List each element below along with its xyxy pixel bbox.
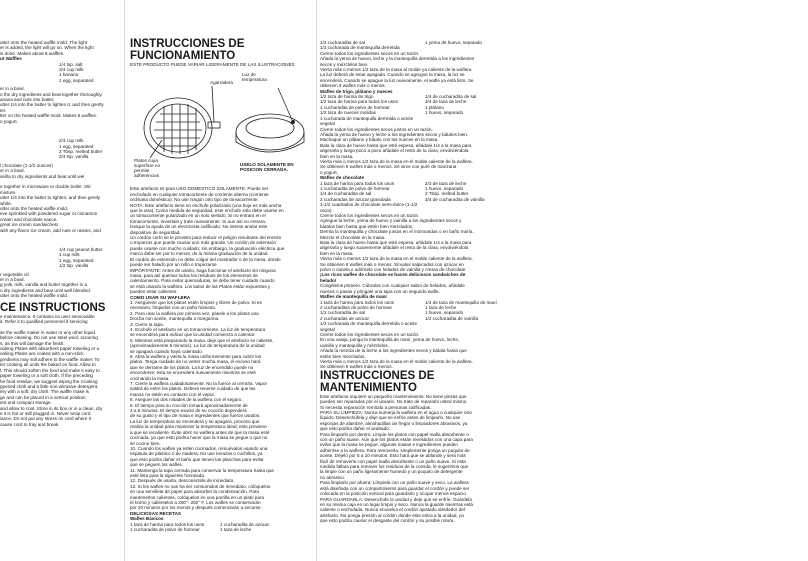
text-line: 2. Para usar la waflera por primera vez, pásele a los platos una [130, 310, 259, 316]
text-block [130, 186, 310, 202]
text-line: iance. Do not put any stress on cord where it [0, 416, 91, 422]
text-line: puede ser halado por un niño o tropezarse. [130, 262, 218, 268]
text-line: puede usarse con mucho cuidado; sin embargo, la graduación eléctrica que [130, 245, 285, 251]
text-block [320, 272, 530, 283]
text-line: e together in microwave or double boiler. Stir [0, 184, 91, 190]
text-line: o yogurt. [320, 169, 338, 175]
text-line: esponjas de alambre, almohadillas de fregar o limpiadores abrasivos, ya [320, 420, 468, 426]
ingredient-row [0, 154, 118, 159]
text-line: dispositivo de seguridad. [130, 229, 181, 235]
text-line: (aproximadamente 5 minutos). La luz de temperatura de la unidad [130, 343, 265, 349]
ingredient-row [0, 78, 118, 83]
text-line: 11. Mantenga la tapa cerrada para conservar la temperatura hasta que [130, 467, 274, 473]
text-line: con un paño suave. Aún que los platos están revestidos con una capa para [320, 437, 473, 443]
text-line: s, as this will damage the finish. [0, 340, 65, 346]
text-line: 12. Después de usarla, desconéctela de inmediato. [130, 478, 235, 484]
text-line: polvo o canela o adórnelo con helados de vainilla y crema de chocolate. [320, 267, 467, 273]
text-line: Se obtienen 6 wafles más o menos. [320, 364, 393, 370]
text-line: and allow to cool. Store in its box or in a clean, dry [0, 405, 103, 411]
text-block [320, 127, 530, 176]
ingredient-row [320, 321, 530, 332]
ingredient: 1/4 de taza de mantequilla de maní [425, 299, 497, 305]
text-line: Añada la mezcla de la leche a los ingredientes secos y bátala hasta que [320, 348, 467, 354]
text-line: secos y mézclelos bien. [320, 61, 369, 67]
ingredient: 1/2 cucharada de mantequilla derretida [320, 45, 400, 51]
nonstick-plates-label: Platos cuya superficie no permite adherencias [134, 158, 161, 179]
text-line: La luz deberá de estar apagada. Cuando se agregue la masa, la luz se [320, 72, 465, 78]
text-line: before cleaning. Do not use steel wool, scouring [0, 335, 98, 341]
text-line: utter 1/4 into the batter to lighten it, and then gently [0, 102, 104, 108]
ingredient: 1 taza de harina para todos los usos [320, 180, 395, 186]
ingredient: 1 cup milk [59, 252, 80, 258]
text-line: Añada la yema de huevo y leche a los ingredientes secos y bátalos bien. [320, 131, 469, 137]
ingredient: 1-1/2 cuadrados de chocolate semi-dulce (1-1/2 onza) [320, 202, 418, 213]
text-line: Vierta más o menos 1/2 taza de la masa en el molde caliente de la waflera. [320, 158, 473, 164]
ingredient: 1 plátano [425, 104, 444, 110]
operating-subtitle: ESTE PRODUCTO PUEDE VARIAR LIGERAMENTE DE LAS ILUSTRACIONES [130, 62, 295, 67]
ingredient: 1 taza de leche [425, 304, 457, 310]
text-line: he food residue, we suggest wiping the Cooking [0, 378, 98, 384]
text-line: IMPORTANTE: Antes de usarlo, haga funcionar el artefacto sin ninguna [130, 267, 276, 273]
text-block [0, 86, 118, 124]
text-line: se the waffle maker in water or any other liquid. [0, 329, 97, 335]
ingredient: 1/2 taza de harina para todos los usos [320, 99, 398, 105]
text-line: 8. Asegure las dos mitades de la waflera con el seguro. [130, 397, 243, 403]
text-line: anana and nuts into batter. [0, 97, 55, 103]
text-line: marca debe ser por lo menos, de la misma graduación de la unidad. [130, 251, 269, 257]
text-line: white. [0, 200, 13, 206]
text-line: Se obtienen 6 wafles más o menos. Sírvalos salpicados con azúcar en [320, 261, 464, 267]
text-line: ent and compact storage. [0, 400, 52, 406]
text-line: en una servilleta de papel para absorber la condensación. Para [130, 489, 259, 495]
text-line: helado! [320, 277, 337, 283]
text-line: er in a bowl. [0, 86, 25, 92]
text-line: ordinaria doméstica). No use ningún otro tipo de tomacorriente. [130, 197, 259, 203]
text-line: er is added, the light will go on. When the light [0, 45, 94, 51]
ingredient: 2 Tbsp. melted butter [425, 191, 469, 197]
ingredient [425, 116, 530, 127]
text-line: Bata la clara de huevo hasta que esté espesa, añádale 1/4 a la masa para [320, 240, 472, 246]
text-line: l. This should soften the food and make it easy to [0, 367, 100, 373]
text-line: medida fallara para remover los residuos de la comida, le sugerimos que [320, 464, 469, 470]
text-line: esté lista para la siguiente horneada. [130, 472, 206, 478]
text-line: ooking Plates are coated with a non-stick [0, 351, 84, 357]
basic-waffles-heading: Wafles Básicos [130, 516, 164, 522]
text-line: with any flavor ice cream, add nuts or raisins, and [0, 227, 101, 233]
ingredient: 1 banana [59, 72, 79, 78]
text-line: Cierne todos los ingredientes secos en un tazón. [320, 50, 420, 56]
text-line: de su gusto y el tipo de masa e ingredientes que fueron usados. [130, 413, 261, 419]
text-line: cocinada, ya que esto podría hacer que la masa se pegue o que no [130, 435, 268, 441]
text-line: necesario, límpielos con un paño húmedo. [130, 305, 217, 311]
text-line: Este artefacto es para USO DOMESTICO SOLAMENTE. Puede ser [130, 186, 269, 192]
temperature-light-label: Luz de temperatura [242, 72, 267, 83]
ingredient: 1 egg, separated [59, 143, 94, 149]
text-line: un tomacorriente polarizado en un solo sentido. Si no entrara en el [130, 213, 266, 219]
ingredient: 1 egg, separated [59, 77, 94, 83]
text-line: brocha con aceite, mantequilla o margarina. [130, 316, 220, 322]
ingredient-row [0, 263, 118, 268]
ingredient [0, 263, 59, 268]
text-line: espátula de plástico o de madera. No use tenazas o cuchillos, ya [130, 451, 263, 457]
text-line: masa, para así quemar todos los residuos de los elementos de [130, 272, 258, 278]
text-line: e it is hot or still plugged in. Never wrap cord [0, 410, 91, 416]
text-line: se cocine bien. [130, 440, 161, 446]
text-line: r vegetable oil [0, 271, 29, 277]
text-line: que se derrame de los platos. La luz de encendido puede no [130, 364, 254, 370]
text-line: se está usando la waflera. Los lados de las Platos están expuestos y [130, 283, 271, 289]
text-line: a que se recaliente. Evite abrir su waflera antes de que la masa esté [130, 429, 270, 435]
ingredient: 3/4 tsp. vanilla [59, 154, 89, 160]
text-line: great ice cream sandwiches! [0, 222, 59, 228]
text-line: enchufado en cualquier tomacorriente de corriente alterna (corriente [130, 191, 269, 197]
ingredient [425, 321, 530, 332]
text-line: obtienen 6 wafles más o menos. [320, 83, 386, 89]
text-line: aligerarla y luego suavemente añádale el resto de la clara, envolviéndola [320, 245, 469, 251]
text-line: bien en la masa. [320, 250, 354, 256]
ingredient: 1 yema de huevo, separado [425, 40, 482, 45]
text-block [0, 272, 118, 299]
page-fold-right [316, 0, 317, 561]
text-line: paper toweling or a soft cloth. If the preceding [0, 373, 93, 379]
text-line: ter. [0, 107, 7, 113]
text-line: Para limpiarlo por dentro: Limpie los platos con papel toalla absorbente o [320, 431, 469, 437]
text-line: l chocolate (1-1/2 ounces) [0, 162, 53, 168]
text-line: ppened cloth and a little non-abrasive detergent. [0, 383, 99, 389]
text-line: que esto podría dañar el acabado. [320, 426, 390, 432]
wheat-banana-heading: Wafles de trigo, plátano y nueces [320, 88, 393, 94]
ingredient: 1 huevo, separado [425, 185, 464, 191]
text-line: que esto podría dañar el baño que tienen las planchas para evitar [130, 456, 264, 462]
text-line: la limpie con un paño ligeramente humedo y un poquito de detergente [320, 469, 463, 475]
recipes-heading: DELICIOSAS RECETAS [130, 510, 181, 516]
ingredient-list [320, 181, 530, 213]
ingredient-row [130, 527, 310, 532]
text-line: Cierne todos los ingredientes secos en un tazón. [320, 331, 420, 337]
care-title: CE INSTRUCTIONS [0, 301, 106, 314]
text-line: utter onto the heated waffle mold. The light [0, 40, 87, 45]
text-block [0, 40, 118, 56]
waffle-maker-illustration [130, 70, 310, 180]
text-line: g yolk, milk, vanilla and butter together in a [0, 282, 88, 288]
ingredient: 1/4 cup peanut butter [59, 246, 103, 252]
text-line: e maintenance. It contains no user serviceable [0, 313, 95, 319]
ingredient: 1 cucharadita de polvo de hornear [130, 527, 200, 532]
text-line: Vierta más o menos 1/2 taza de la masa en el molde caliente de la waflera. [320, 256, 473, 262]
operating-title: INSTRUCCIONES DE FUNCIONAMIENTO [130, 38, 245, 62]
text-line: líquido. Desenchúfela y deje que se enfríe antes de limpiarlo. No use [320, 415, 461, 421]
text-line: Machaque un plátano y bátalo con las nueces en la masa. [320, 137, 439, 143]
ingredient: 1/2 cucharadita de sal [320, 310, 365, 316]
peanut-butter-heading: Wafles de mantequilla de maní [320, 294, 387, 300]
text-line: utter 1/4 into the batter to lighten, and then gently [0, 195, 101, 201]
text-line: El cordón de extensión no debe colgar del mostrador o de la mesa, donde [130, 256, 281, 262]
text-line: colocada en la posición vertical para guardarlo y ocupar menos espacio. [320, 491, 468, 497]
text-line: 6. Abra la waflera y vierta la masa uniformemente para cubrir los [130, 354, 262, 359]
text-line: 3. Cierre la tapa. [130, 321, 164, 327]
ingredient: 1 taza de leche [220, 527, 252, 532]
ingredient: 2 cucharadas de azúcar [320, 315, 370, 321]
text-line: adherirse a la waflera. Para removerla, simplemente ponga un poquito de [320, 447, 470, 453]
ingredient: 1 egg, separated [59, 257, 94, 263]
ingredient: 3/4 de cucharadita de vainilla [425, 196, 485, 202]
ingredient: 1/4 tsp. salt [59, 61, 83, 67]
text-line: encenderá. Cuando se apague la luz nuevamente, el wafle ya está listo. Se [320, 77, 474, 83]
ingredient: 1 cucharadita de polvo de hornear [320, 185, 390, 191]
closed-position-note: USELO SOLAMENTE EN POSICION CERRADA. [240, 162, 294, 173]
ingredient-list [320, 94, 530, 126]
text-line: platos. Tenga cuidado de no verter mucha masa, el exceso hará [130, 359, 261, 365]
text-line: Bata la clara de huevo hasta que esté espesa, añádale 1/4 a la masa para [320, 142, 472, 148]
text-line: caliente o enchufada. Nunca envuelva el cordón ajustado alrededor del [320, 507, 465, 513]
ingredient: 2/3 cup milk [59, 138, 84, 144]
text-line: Este artefacto requiere un pequeño mantenimiento. No tiene piezas que [320, 393, 467, 399]
text-line: ge and can be placed in a vertical position [0, 394, 86, 400]
ingredient-list [320, 300, 530, 332]
ingredient: 1/4 de cucharadita de sal [320, 191, 372, 197]
text-line: Se obtienen 6 wafles más o menos. Se sirve con puré de manzana [320, 164, 457, 170]
text-line: realiza la unidad para mantener la temperatura ideal; esto previene [130, 424, 267, 430]
text-line: 3 a 5 minutos. El tiempo exacto de su cocción dependerá [130, 408, 247, 414]
text-line: tter on the heated waffle mold. Makes 6 waffles. [0, 113, 98, 119]
text-line: manos no estén en contacto con el vapor. [130, 391, 216, 397]
text-line: estén bien mezclados. [320, 353, 366, 359]
text-line: 4. Enchufe el artefacto en un tomacorriente. La luz de temperatura [130, 326, 266, 332]
text-line: PARA GUARDARLA: Desenchufe la unidad y deje que se enfríe. Guárdela [320, 496, 472, 502]
text-block [320, 213, 530, 272]
text-line: mixture. [0, 189, 17, 195]
text-line: Cierne todos los ingredientes secos en un tazón. [320, 213, 420, 218]
text-line: artefacto. No ponga presión al cordón donde este entra a la unidad, ya [320, 512, 464, 518]
spanish-recipes-column [320, 0, 530, 561]
text-line: eve sprinkled with powdered sugar or cinnamon [0, 211, 98, 217]
text-line: mantenerlos calientes, colóquelos en una parrilla en un plato para [130, 494, 265, 500]
text-line: ooking Plates with absorbent paper toweling or a [0, 346, 100, 352]
text-block [0, 314, 118, 428]
text-line: evitar que la masa se pegue, algunas masas e ingredientes pueden [320, 442, 458, 448]
ingredient: 1/2 cucharadita de vainilla [425, 315, 479, 321]
text-line: saldrá de entre los platos. Deberá tenerse cuidado de que las [130, 386, 256, 392]
text-line: 1. Asegúrese que los platos estén limpios y libres de polvo. Si es [130, 299, 262, 305]
ingredient: 1/4 de cucharadita de sal [425, 94, 477, 100]
ingredient: 1/2 cucharadita de sal [320, 40, 365, 45]
ingredient [0, 154, 59, 159]
text-line: pueden ser reparadas por el usuario. No trate de repararlo usted mismo. [320, 399, 468, 405]
text-line: En una vasija, ponga la mantequilla de maní, yema de huevo, leche, [320, 337, 460, 343]
text-line: o dry ingredients and beat until well blended. [0, 287, 91, 293]
text-line: La luz de temperatura se encenderá y se apagará, proceso que [130, 418, 260, 424]
text-line: busque la ayuda de un electricista calificado. No intente anular este [130, 224, 268, 230]
ingredient: 1/2 taza de nueces molidas [320, 110, 376, 116]
ingredient: 1 taza de harina para todos los usos [320, 299, 395, 305]
how-to-use-heading: COMO USAR SU WAFLERA [130, 294, 191, 300]
text-line: está diseñada con un compartimiento para guardar el cordón y puede ser [320, 485, 470, 491]
text-line: er in a bowl. [0, 168, 25, 174]
ingredient: 2/3 de taza de leche [425, 180, 467, 186]
text-line: el horno y caliéntelos a 200°- 250° F. Los wafles se conservarán [130, 499, 261, 505]
text-block [130, 268, 310, 295]
text-line: ¡Los ricos wafles de chocolate se hacen deliciosos sandwiches de [320, 272, 466, 278]
text-line: ery with a soft, dry cloth. The waffle make is [0, 389, 89, 395]
text-line: aceite. Déjelo por 5 a 10 minutos. Esto hará que se ablande y será más [320, 453, 466, 459]
ingredient: 1/2 tsp. vanilla [59, 263, 89, 269]
text-line: Cierne todos los ingredientes secos juntos en un tazón. [320, 126, 433, 132]
ingredient: 1 cucharada de mantequilla derretida o aceite vegetal [320, 115, 414, 127]
text-line: 13. Si los wafles no van ha ser consumidos de inmediato, colóquelos [130, 483, 271, 489]
text-line: PARA SU LIMPIEZA: Nunca sumerja la waflera en el agua o cualquier otro [320, 410, 472, 415]
text-line: NOTA: Este artefacto tiene un enchufe polarizado (una hoja es más ancha [130, 202, 282, 208]
ingredient: 1 huevo, separado [425, 310, 464, 316]
text-line: 5. Mientras está preparando la masa, deje que el artefacto se caliente, [130, 337, 274, 343]
handle-label: Agarradera [210, 80, 233, 86]
text-line: Un cordón corto se le provisto para reducir el peligro resultante del enredo [130, 235, 282, 241]
text-line: por 20 minutos por los menos y después comenzarán a secarse. [130, 505, 262, 511]
ingredient: 3/4 cup milk [59, 67, 84, 73]
text-block [320, 51, 530, 89]
text-line: is done. Makes about 6 waffles. [0, 50, 65, 56]
ingredient: 3/4 de taza de leche [425, 99, 467, 105]
text-line: Vierta más o menos 1/2 taza de la masa al molde ya caliente de la waflera. [320, 67, 473, 73]
text-line: aligerarla y luego poco a poco añádale el resto de la clara, envolviéndola [320, 148, 469, 154]
text-line: vainilla y mantequilla y mézclelos. [320, 342, 389, 348]
ingredient-row [320, 116, 530, 127]
text-line: Vierta más o menos 1/2 taza de la masa en el molde caliente de la waflera. [320, 358, 473, 364]
text-block [130, 300, 310, 511]
text-line: it. Refer it to qualified personnel if servicing [0, 319, 88, 325]
ingredient: 1/2 taza de harina de trigo [320, 94, 374, 100]
text-line: se encenderá para indicar que la unidad comienza a calentar. [130, 332, 256, 338]
ingredient: 1/2 cucharada de mantequilla derretida o aceite vegetal [320, 321, 418, 332]
text-line: encenderse; ésta se encenderá nuevamente mientras se esté [130, 370, 256, 376]
text-line: Agregue la leche, yema de huevo y vainilla a los ingredientes secos y [320, 218, 462, 224]
spanish-operating-column [130, 0, 310, 561]
text-line: o the dry ingredients and beat together thoroughly. [0, 91, 103, 97]
text-line: gredients may still adhere to the waffle maker. To [0, 356, 100, 362]
text-line: pueden estar calientes. [130, 289, 178, 295]
ingredient: 2 cucharadas de azúcar granulada [320, 196, 391, 202]
text-line: no abrasivo. [320, 474, 346, 480]
text-line: que la otra). Como medida de seguridad, este enchufe solo debe usarse en [130, 208, 284, 214]
text-line: cause cord to fray and break. [0, 421, 60, 427]
ingredient [0, 78, 59, 83]
text-line: calentamiento. Para evitar quemaduras, se debe tener cuidado cuando [130, 278, 275, 284]
text-line: cream and chocolate sauce. [0, 216, 58, 222]
text-line: Añada la yema de huevo, leche y la mantequilla derretida a los ingredientes [320, 56, 475, 62]
text-block [130, 235, 310, 267]
text-line: utter onto the heated waffle mold. [0, 205, 69, 211]
page-fold-left [124, 0, 125, 561]
text-line: Si necesita reparación remítalo a personas calificadas. [320, 404, 432, 410]
ingredient [425, 45, 530, 50]
text-block [320, 394, 530, 524]
text-line: ter cooking all units the baked on food. Allow to [0, 362, 96, 368]
text-line: 7. Cierre la waflera cuidadosamente. No la fuerce al cerrarla. Vapor [130, 381, 268, 387]
ingredient-list [0, 247, 118, 269]
text-line: en su misma caja en un lugar limpio y seco. Nunca la guarde mientras está [320, 501, 473, 507]
text-line: Congélelos primero. Cúbralos con cualquier sabor de helados, añádale [320, 283, 465, 289]
english-column [0, 0, 118, 561]
ingredient-list [320, 40, 530, 51]
text-line: se apagará cuando haya calentado. [130, 348, 204, 354]
text-block [320, 283, 530, 294]
text-line: Derrita la mantequilla y chocolate juntos en el microondas o en baño maría. [320, 229, 474, 235]
text-line: utter onto the heated waffle mold. [0, 293, 69, 299]
text-line: bien en la masa. [320, 153, 354, 159]
ingredient-list [130, 522, 310, 533]
text-line: o tropiezos que puede causar uno más grande. Un cordón de extensión [130, 240, 277, 246]
ingredient: 2 cucharaditas de polvo de hornear [320, 304, 393, 310]
text-line: cocinando la masa. [130, 375, 170, 381]
ingredient: 2 Tbsp. melted butter [59, 148, 103, 154]
text-line: que esto podría causar el desgaste del cordón y su posible rotura. [320, 518, 455, 524]
text-line: tomacorriente, inviertalo y trate nuevamente. Si aun así no entrara, [130, 218, 267, 224]
text-line: nueces o pasas y póngale una tapa con un segundo wafle. [320, 288, 440, 294]
ingredient-list [0, 62, 118, 84]
ingredient: 1 taza de harina para todos los usos [130, 521, 205, 527]
text-block [130, 203, 310, 235]
chocolate-waffles-heading: Wafles de chocolate [320, 175, 364, 181]
text-line: Mezcle el chocolate en la masa. [320, 234, 386, 240]
ingredient: 1 cucharadita de azúcar [220, 521, 270, 527]
text-line: fácil de removerla con papel toalla absorbente o un paño suave. Si esta [320, 458, 466, 464]
ingredient: 1 huevo, separado [425, 110, 464, 116]
text-line: 8. El tiempo para su cocción tomará aproximadamente de [130, 402, 248, 408]
ingredient [425, 202, 530, 213]
text-line: Para limpiarlo por afuera: Límpiela con un paño suave y seco. La waflera [320, 480, 469, 486]
recipe-heading: ut Waffles [0, 56, 22, 62]
text-block [0, 163, 118, 233]
text-line: er in a bowl. [0, 277, 25, 283]
text-line: que se peguen los wafles. [130, 462, 184, 468]
ingredient-row [320, 202, 530, 213]
maintenance-title: INSTRUCCIONES DE MANTENIMIENTO [320, 369, 435, 394]
ingredient-list [0, 138, 118, 160]
text-line: bátalos bien hasta que estén bien mezclados. [320, 223, 414, 229]
text-line: o yogurt. [0, 118, 18, 124]
text-block [320, 332, 530, 370]
text-line: anilla to dry ingredients and beat until wel [0, 173, 85, 179]
ingredient: 1 cucharadita de polvo de hornear [320, 104, 390, 110]
text-line: 10. Cuando los wafles ya estén cocinados, remuévalos usando una [130, 445, 268, 451]
